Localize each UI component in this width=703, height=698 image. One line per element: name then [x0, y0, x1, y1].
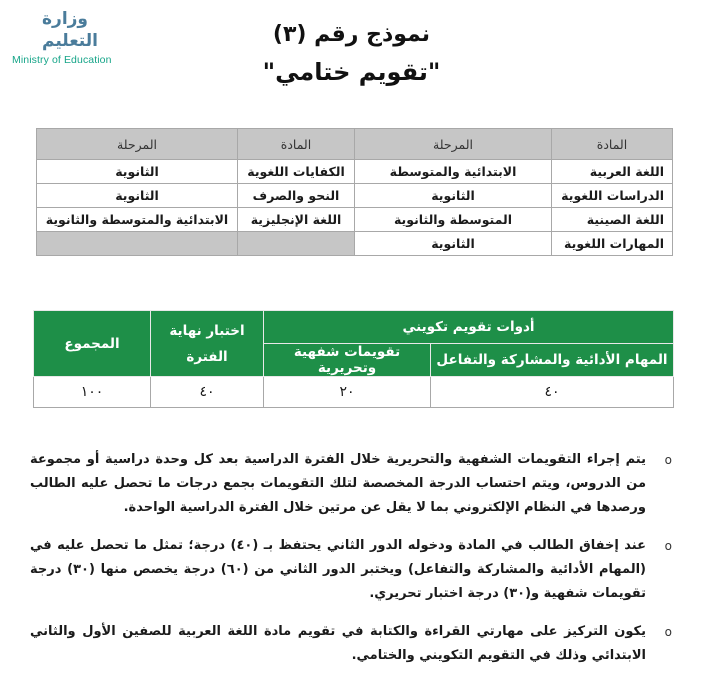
- subject-cell: اللغة الإنجليزية: [238, 208, 355, 232]
- logo-arabic-text: وزارة التعليم: [42, 9, 98, 51]
- form-type-title: "تقويم ختامي": [262, 58, 441, 86]
- total-header: المجموع: [34, 311, 151, 377]
- subjects-header-row: [37, 129, 673, 160]
- empty-cell: [238, 232, 355, 256]
- subject-cell: الدراسات اللغوية: [552, 184, 673, 208]
- circle-bullet-icon: o: [664, 539, 672, 553]
- header-stage: المرحلة: [37, 129, 238, 160]
- header-subject: المادة: [552, 129, 673, 160]
- subjects-table: [36, 128, 673, 256]
- final-exam-header: اختبار نهاية الفترة: [151, 311, 264, 377]
- list-item: [30, 448, 676, 520]
- stage-cell: الثانوية: [355, 184, 552, 208]
- stage-cell: الابتدائية والمتوسطة والثانوية: [37, 208, 238, 232]
- subject-cell: النحو والصرف: [238, 184, 355, 208]
- table-row: [37, 160, 673, 184]
- subject-cell: اللغة الصينية: [552, 208, 673, 232]
- performance-tasks-header: المهام الأدائية والمشاركة والتفاعل: [431, 344, 674, 377]
- oral-written-header: تقويمات شفهية وتحريرية: [264, 344, 431, 377]
- final-exam-value: ٤٠: [151, 377, 264, 408]
- table-row: [37, 232, 673, 256]
- note-text: يتم إجراء التقويمات الشفهية والتحريرية خلال الفترة الدراسية بعد كل وحدة دراسية أو مجموعة من الدروس، ويتم احتساب الدرجة المخصصة لتلك التقويمات بجمع درجات ما تحصل عليه الطالب ورصدها في النظام الإلكتروني بما لا يقل عن مرتين خلال الفترة الدراسية الواحدة.: [30, 452, 646, 515]
- grades-values-row: [34, 377, 674, 408]
- subject-cell: الكفايات اللغوية: [238, 160, 355, 184]
- formative-tools-header: أدوات تقويم تكويني: [264, 311, 674, 344]
- stage-cell: الابتدائية والمتوسطة: [355, 160, 552, 184]
- circle-bullet-icon: o: [664, 625, 672, 639]
- stage-cell: الثانوية: [37, 160, 238, 184]
- list-item: [30, 534, 676, 606]
- total-value: ١٠٠: [34, 377, 151, 408]
- subject-cell: اللغة العربية: [552, 160, 673, 184]
- performance-tasks-value: ٤٠: [431, 377, 674, 408]
- note-text: يكون التركيز على مهارتي القراءة والكتابة في تقويم مادة اللغة العربية للصفين الأول والثاني الابتدائي وذلك في التقويم التكويني والختامي.: [30, 624, 646, 663]
- header-stage: المرحلة: [355, 129, 552, 160]
- empty-cell: [37, 232, 238, 256]
- stage-cell: المتوسطة والثانوية: [355, 208, 552, 232]
- table-row: [37, 184, 673, 208]
- header-subject: المادة: [238, 129, 355, 160]
- subject-cell: المهارات اللغوية: [552, 232, 673, 256]
- notes-list: [30, 448, 676, 682]
- circle-bullet-icon: o: [664, 453, 672, 467]
- note-text: عند إخفاق الطالب في المادة ودخوله الدور الثاني يحتفظ بـ (٤٠) درجة؛ تمثل ما تحصل عليه في (المهام الأدائية والمشاركة والتفاعل) ويختبر الدور الثاني من (٦٠) درجة يخصص منها (٣٠) درجة تقويمات شفهية و(٣٠) درجة اختبار تحريري.: [30, 538, 646, 601]
- oral-written-value: ٢٠: [264, 377, 431, 408]
- stage-cell: الثانوية: [355, 232, 552, 256]
- stage-cell: الثانوية: [37, 184, 238, 208]
- list-item: [30, 620, 676, 668]
- logo-english-text: Ministry of Education: [12, 54, 112, 66]
- grades-header-row: [34, 311, 674, 344]
- table-row: [37, 208, 673, 232]
- form-number-title: نموذج رقم (٣): [272, 22, 431, 47]
- grades-table: [33, 310, 674, 408]
